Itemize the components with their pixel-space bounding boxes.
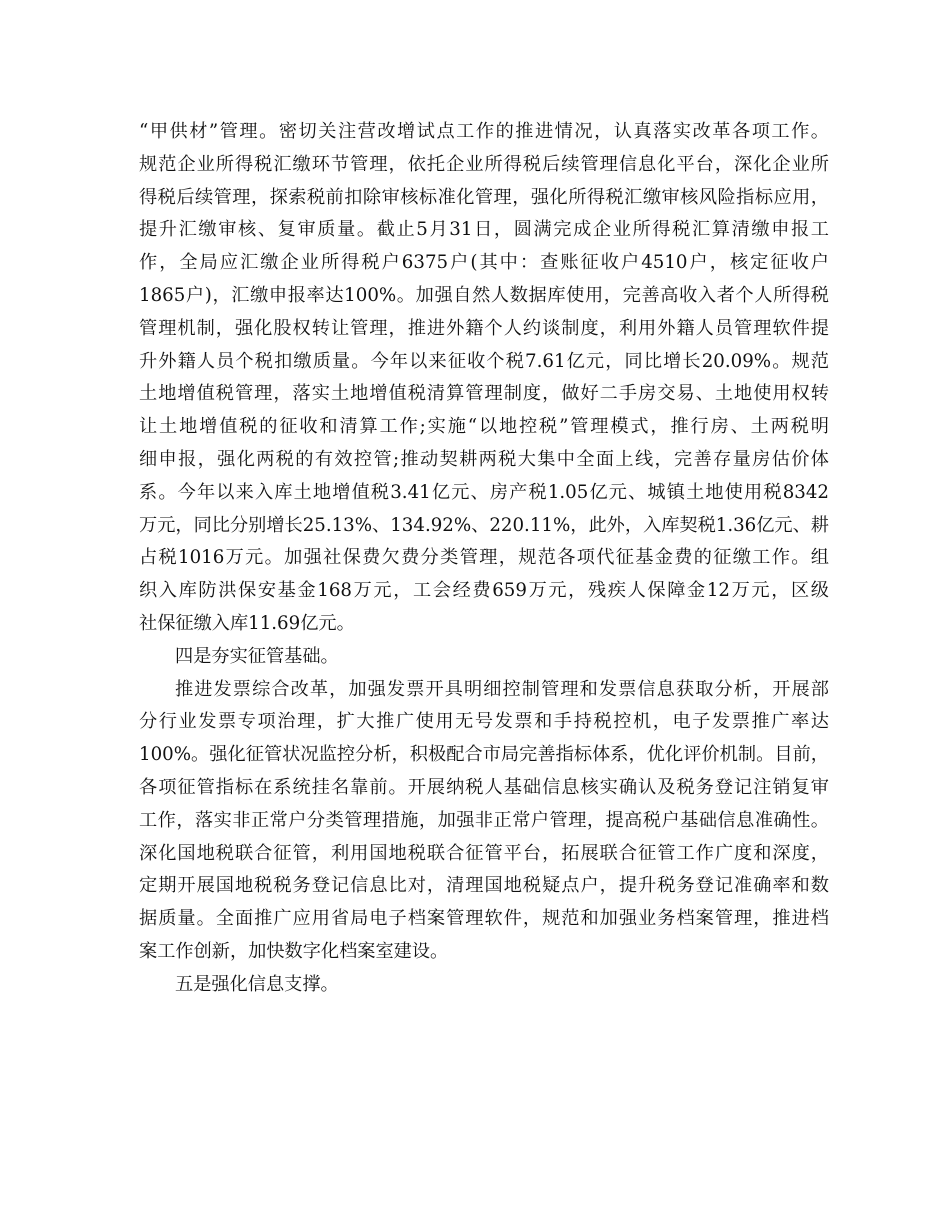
text-line: 万元，同比分别增长25.13%、134.92%、220.11%，此外，入库契税1.36亿元、耕	[139, 514, 829, 536]
text-line: 分行业发票专项治理，扩大推广使用无号发票和手持税控机，电子发票推广率达	[139, 711, 829, 733]
text-line: 得税后续管理，探索税前扣除审核标准化管理，强化所得税汇缴审核风险指标应用，	[139, 186, 829, 208]
text-line: 让土地增值税的征收和清算工作;实施“以地控税”管理模式，推行房、土两税明	[139, 416, 829, 438]
paragraph-end-line: 社保征缴入库11.69亿元。	[139, 612, 355, 634]
text-line: 1865户)，汇缴申报率达100%。加强自然人数据库使用，完善高收入者个人所得税	[139, 284, 829, 306]
paragraph-end-line: 案工作创新，加快数字化档案室建设。	[139, 940, 449, 962]
text-line: “甲供材”管理。密切关注营改增试点工作的推进情况，认真落实改革各项工作。	[139, 121, 829, 142]
text-line: 作，全局应汇缴企业所得税户6375户(其中：查账征收户4510户，核定征收户	[139, 252, 829, 274]
text-line: 占税1016万元。加强社保费欠费分类管理，规范各项代征基金费的征缴工作。组	[139, 547, 829, 569]
document-body	[139, 116, 829, 1002]
text-line: 细申报，强化两税的有效控管;推动契耕两税大集中全面上线，完善存量房估价体	[139, 448, 829, 470]
section-heading: 五是强化信息支撑。	[175, 973, 339, 995]
text-line: 管理机制，强化股权转让管理，推进外籍个人约谈制度，利用外籍人员管理软件提	[139, 317, 829, 339]
text-line: 推进发票综合改革，加强发票开具明细控制管理和发票信息获取分析，开展部	[175, 678, 829, 700]
text-line: 工作，落实非正常户分类管理措施，加强非正常户管理，提高税户基础信息准确性。	[139, 809, 829, 831]
text-line: 升外籍人员个税扣缴质量。今年以来征收个税7.61亿元，同比增长20.09%。规范	[139, 350, 829, 372]
text-line: 提升汇缴审核、复审质量。截止5月31日，圆满完成企业所得税汇算清缴申报工	[139, 219, 829, 241]
text-line: 100%。强化征管状况监控分析，积极配合市局完善指标体系，优化评价机制。目前，	[139, 744, 829, 766]
text-line: 各项征管指标在系统挂名靠前。开展纳税人基础信息核实确认及税务登记注销复审	[139, 776, 829, 798]
text-line: 织入库防洪保安基金168万元，工会经费659万元，残疾人保障金12万元，区级	[139, 580, 829, 602]
text-line: 土地增值税管理，落实土地增值税清算管理制度，做好二手房交易、土地使用权转	[139, 383, 829, 405]
text-line: 深化国地税联合征管，利用国地税联合征管平台，拓展联合征管工作广度和深度，	[139, 842, 829, 864]
section-heading: 四是夯实征管基础。	[175, 645, 339, 667]
text-line: 系。今年以来入库土地增值税3.41亿元、房产税1.05亿元、城镇土地使用税8342	[139, 481, 829, 503]
text-line: 定期开展国地税税务登记信息比对，清理国地税疑点户，提升税务登记准确率和数	[139, 875, 829, 897]
text-line: 据质量。全面推广应用省局电子档案管理软件，规范和加强业务档案管理，推进档	[139, 908, 829, 930]
text-line: 规范企业所得税汇缴环节管理，依托企业所得税后续管理信息化平台，深化企业所	[139, 153, 829, 175]
